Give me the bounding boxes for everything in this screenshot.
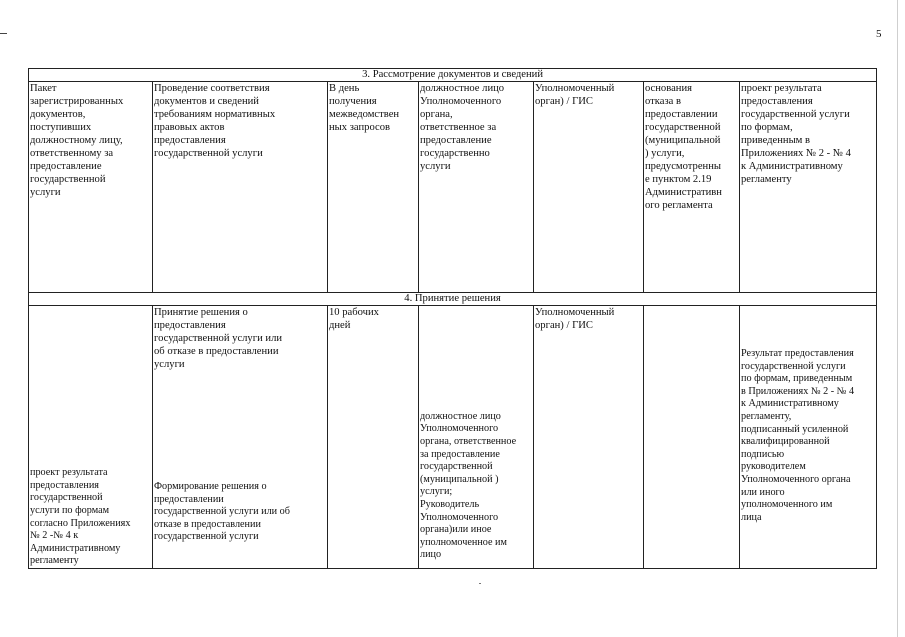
- section-4-term-cell: 10 рабочих дней: [328, 306, 419, 569]
- section-3-header-row: [29, 69, 877, 82]
- section-4-procedure-text-2: Формирование решения о предоставлении государственной услуги или об отказе в предоставлении государственной услуги: [154, 481, 290, 543]
- section-3-place-cell: Уполномоченный орган) / ГИС: [534, 82, 644, 293]
- section-3-term-cell: В день получения межведомствен ных запросов: [328, 82, 419, 293]
- section-3-responsible-cell: должностное лицо Уполномоченного органа, ответственное за предоставление государственно услуги: [419, 82, 534, 293]
- section-3-row: [29, 82, 877, 293]
- section-4-responsible-cell: [419, 306, 534, 569]
- section-4-responsible-text: должностное лицо Уполномоченного органа, ответственное за предоставление государственной (муниципальной ) услуги; Руководитель Уполномоченного органа)или иное уполномоченное им лицо: [420, 410, 517, 561]
- section-3-result-cell: проект результата предоставления государственной услуги по формам, приведенным в Приложениях № 2 - № 4 к Административному регламенту: [740, 82, 877, 293]
- section-4-title: 4. Принятие решения: [29, 293, 877, 306]
- section-4-row: [29, 306, 877, 569]
- section-4-place-cell: Уполномоченный орган) / ГИС: [534, 306, 644, 569]
- scan-edge-right: [897, 0, 898, 637]
- section-4-criteria-cell: [644, 306, 740, 569]
- section-4-result-text: Результат предоставления государственной услуги по формам, приведенным в Приложениях № 2 - № 4 к Административному регламенту, подписанный усиленной квалифицированной подписью руководителем Уполномоченного органа или иного уполномоченного им лица: [741, 348, 855, 523]
- section-4-basis-cell: [29, 306, 153, 569]
- section-3-title: 3. Рассмотрение документов и сведений: [29, 69, 877, 82]
- section-4-procedure-cell: [153, 306, 328, 569]
- section-3-procedure-cell: Проведение соответствия документов и сведений требованиям нормативных правовых актов предоставления государственной услуги: [153, 82, 328, 293]
- section-4-header-row: [29, 293, 877, 306]
- scan-mark-left: [0, 33, 7, 34]
- page-number: 5: [876, 28, 882, 40]
- scan-speck: [479, 583, 481, 584]
- section-3-criteria-cell: основания отказа в предоставлении государственной (муниципальной ) услуги, предусмотренны е пунктом 2.19 Административн ого регламента: [644, 82, 740, 293]
- section-4-result-cell: [740, 306, 877, 569]
- section-4-procedure-text-1: Принятие решения о предоставления государственной услуги или об отказе в предоставлении услуги: [154, 307, 283, 370]
- section-4-basis-text: проект результата предоставления государственной услуги по формам согласно Приложениях № 2 -№ 4 к Административному регламенту: [30, 467, 131, 567]
- procedure-table: [28, 68, 877, 569]
- section-3-basis-cell: Пакет зарегистрированных документов, поступивших должностному лицу, ответственному за предоставление государственной услуги: [29, 82, 153, 293]
